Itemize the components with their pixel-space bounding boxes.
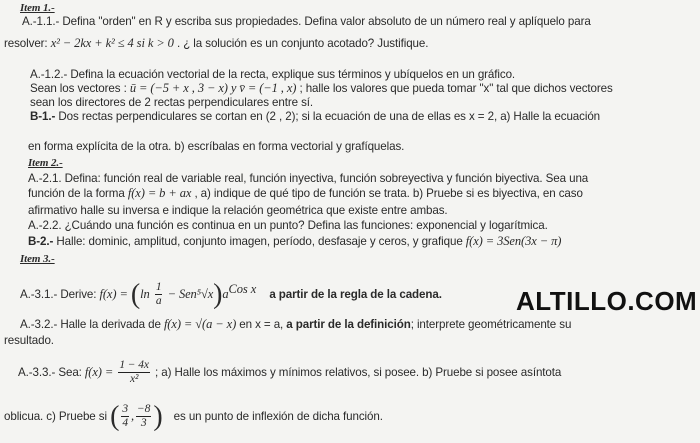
- a32-bold: a partir de la definición: [286, 318, 411, 331]
- b2-function: f(x) = 3Sen(3x − π): [465, 234, 562, 248]
- a32-suffix: ; interprete geométricamente su: [410, 318, 572, 331]
- a21-function: f(x) = b + ax: [127, 186, 192, 200]
- a11-inequality: x² − 2kx + k² ≤ 4 si k > 0: [50, 36, 174, 50]
- a31-paren-close: ): [213, 278, 223, 310]
- b11-label: B-1.-: [30, 110, 56, 123]
- b2-line: [28, 235, 561, 248]
- a31-frac-den: a: [155, 295, 162, 308]
- a31-suffix: a partir de la regla de la cadena.: [269, 287, 442, 301]
- a33-line2: [4, 400, 383, 433]
- a21-line2: [28, 187, 583, 200]
- a33-line2-suffix: es un punto de inflexión de dicha función.: [173, 410, 383, 423]
- a33-fraction: [118, 359, 150, 386]
- a33-line1: [18, 358, 561, 387]
- a33-point-x: [121, 403, 129, 430]
- a33-lhs: f(x) =: [84, 365, 114, 379]
- a21-suffix: , a) indique de qué tipo de función se trata. b) Pruebe si es biyectiva, en caso: [194, 187, 583, 200]
- a33-point-y: [136, 403, 151, 430]
- a33-frac-num: 1 − 4x: [119, 359, 149, 372]
- a12-line3: sean los directores de 2 rectas perpendiculares entre sí.: [30, 96, 314, 109]
- a31-exp-base: a: [222, 286, 229, 301]
- a33-suffix: ; a) Halle los máximos y mínimos relativos, si posee. b) Pruebe si posee asíntota: [155, 366, 562, 379]
- a33-prefix: A.-3.3.- Sea:: [18, 366, 82, 379]
- a33-point-comma: ,: [130, 409, 134, 423]
- a32-prefix: A.-3.2.- Halle la derivada de: [20, 318, 161, 331]
- a31-fraction: [155, 281, 163, 308]
- a11-line2: [4, 37, 428, 50]
- a21-prefix: función de la forma: [28, 187, 125, 200]
- a33-frac-den: x²: [129, 373, 139, 386]
- b11-text: Dos rectas perpendiculares se cortan en (2 , 2); si la ecuación de una de ellas es x = 2, a) Halle la ecuación: [58, 110, 601, 123]
- b2-label: B-2.-: [28, 235, 54, 248]
- a21-line3: afirmativo halle su inversa e indique la relación geométrica que existe entre ambas.: [28, 204, 448, 217]
- a12-prefix: Sean los vectores :: [30, 82, 127, 95]
- a32-line1: [20, 318, 571, 331]
- a31-ln: ln: [140, 286, 150, 301]
- a33-pt-den1: 4: [122, 417, 128, 430]
- a31-lhs: f(x) =: [99, 286, 128, 301]
- item3-heading: Item 3.-: [20, 253, 55, 265]
- item1-heading: Item 1.-: [20, 2, 55, 14]
- a12-vectors: ū = (−5 + x , 3 − x) y v̄ = (−1 , x): [129, 81, 297, 95]
- a12-suffix: ; halle los valores que pueda tomar "x" tal que dichos vectores: [299, 82, 613, 95]
- a33-point-open: (: [110, 400, 120, 432]
- a11-prefix: resolver:: [4, 37, 48, 50]
- a32-line2: resultado.: [4, 334, 54, 347]
- a31-paren-open: (: [130, 278, 141, 310]
- a11-line1: A.-1.1.- Defina "orden" en R y escriba sus propiedades. Defina valor absoluto de un número real y aplíquelo para: [22, 15, 591, 28]
- b11-line2: en forma explícita de la otra. b) escríbalas en forma vectorial y grafíquelas.: [28, 140, 405, 153]
- item2-heading: Item 2.-: [28, 157, 63, 169]
- a33-line2-prefix: oblicua. c) Pruebe si: [4, 410, 107, 423]
- a33-point-close: ): [153, 400, 163, 432]
- a33-pt-num1: 3: [122, 403, 128, 416]
- a31-sen-root: − Sen⁵√x: [167, 286, 214, 301]
- a32-function: f(x) = √(a − x): [163, 317, 237, 331]
- a31-line: [20, 276, 442, 308]
- a22-line: A.-2.2. ¿Cuándo una función es continua en un punto? Defina las funciones: exponencial y logarítmica.: [28, 219, 548, 232]
- a33-pt-den2: 3: [140, 417, 147, 430]
- a12-line2: [30, 82, 613, 95]
- a31-frac-num: 1: [155, 281, 162, 294]
- a11-suffix: . ¿ la solución es un conjunto acotado? Justifique.: [176, 37, 429, 50]
- a31-prefix: A.-3.1.- Derive:: [20, 287, 97, 301]
- altillo-logo: ALTILLO.COM: [516, 286, 698, 316]
- a12-line1: A.-1.2.- Defina la ecuación vectorial de la recta, explique sus términos y ubíquelos en un gráfico.: [30, 68, 516, 81]
- a31-exp-sup: Cos x: [228, 282, 257, 296]
- a21-line1: A.-2.1. Defina: función real de variable real, función inyectiva, función sobreyectiva y función biyectiva. Sea una: [28, 172, 589, 185]
- b11-line1: [30, 110, 600, 123]
- b2-text: Halle: dominic, amplitud, conjunto imagen, período, desfasaje y ceros, y grafique: [56, 235, 463, 248]
- a33-pt-num2: −8: [137, 403, 151, 416]
- a32-mid: en x = a,: [239, 318, 284, 331]
